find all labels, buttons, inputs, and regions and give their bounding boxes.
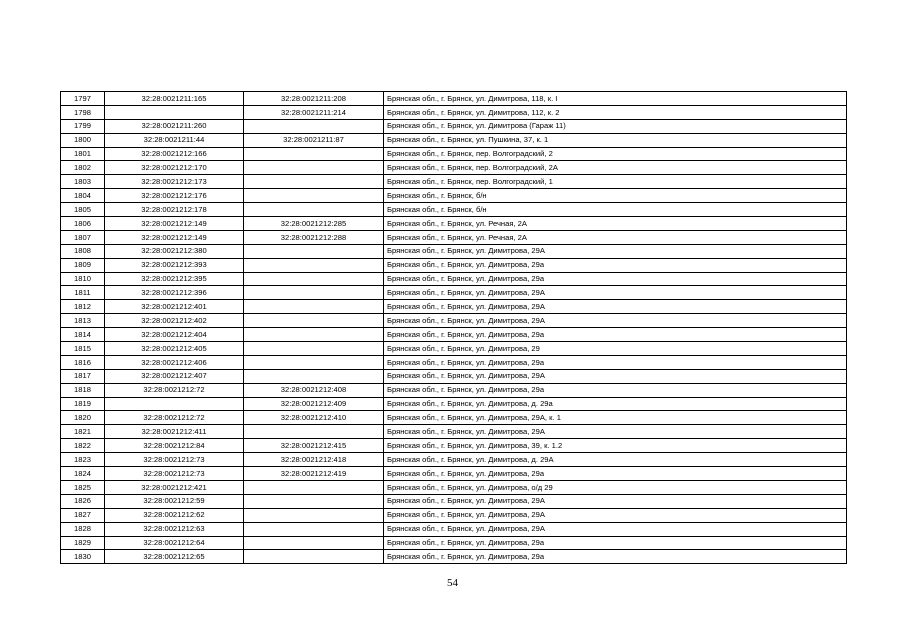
address-cell: Брянская обл., г. Брянск, ул. Димитрова, 29а — [384, 328, 847, 342]
address-cell: Брянская обл., г. Брянск, ул. Димитрова, 29а — [384, 272, 847, 286]
row-number-cell: 1829 — [61, 536, 105, 550]
related-cadastral-number-cell: 32:28:0021212:410 — [244, 411, 384, 425]
cadastral-number-cell: 32:28:0021212:72 — [105, 383, 244, 397]
cadastral-number-cell: 32:28:0021212:404 — [105, 328, 244, 342]
table-row — [61, 383, 847, 397]
table-row — [61, 397, 847, 411]
table-row — [61, 147, 847, 161]
row-number-cell: 1807 — [61, 230, 105, 244]
table-row — [61, 508, 847, 522]
related-cadastral-number-cell — [244, 286, 384, 300]
row-number-cell: 1814 — [61, 328, 105, 342]
related-cadastral-number-cell — [244, 494, 384, 508]
address-cell: Брянская обл., г. Брянск, ул. Пушкина, 37, к. 1 — [384, 133, 847, 147]
cadastral-number-cell: 32:28:0021212:72 — [105, 411, 244, 425]
address-cell: Брянская обл., г. Брянск, ул. Димитрова, 112, к. 2 — [384, 105, 847, 119]
related-cadastral-number-cell — [244, 355, 384, 369]
cadastral-number-cell: 32:28:0021212:63 — [105, 522, 244, 536]
related-cadastral-number-cell — [244, 425, 384, 439]
table-row — [61, 328, 847, 342]
cadastral-number-cell: 32:28:0021212:173 — [105, 175, 244, 189]
address-cell: Брянская обл., г. Брянск, ул. Димитрова, д. 29А — [384, 453, 847, 467]
related-cadastral-number-cell — [244, 189, 384, 203]
related-cadastral-number-cell — [244, 536, 384, 550]
table-row — [61, 119, 847, 133]
address-cell: Брянская обл., г. Брянск, ул. Димитрова, 29а — [384, 383, 847, 397]
address-cell: Брянская обл., г. Брянск, ул. Димитрова, 29а — [384, 258, 847, 272]
related-cadastral-number-cell — [244, 480, 384, 494]
table-row — [61, 480, 847, 494]
address-cell: Брянская обл., г. Брянск, ул. Димитрова, 29а — [384, 355, 847, 369]
cadastral-number-cell: 32:28:0021212:396 — [105, 286, 244, 300]
related-cadastral-number-cell — [244, 161, 384, 175]
related-cadastral-number-cell — [244, 175, 384, 189]
cadastral-registry-table — [60, 91, 847, 564]
row-number-cell: 1804 — [61, 189, 105, 203]
table-row — [61, 230, 847, 244]
cadastral-number-cell: 32:28:0021211:165 — [105, 92, 244, 106]
cadastral-number-cell: 32:28:0021211:260 — [105, 119, 244, 133]
related-cadastral-number-cell — [244, 300, 384, 314]
cadastral-number-cell: 32:28:0021212:73 — [105, 453, 244, 467]
related-cadastral-number-cell — [244, 522, 384, 536]
address-cell: Брянская обл., г. Брянск, пер. Волгоградский, 2А — [384, 161, 847, 175]
table-row — [61, 161, 847, 175]
cadastral-number-cell: 32:28:0021212:149 — [105, 230, 244, 244]
cadastral-number-cell: 32:28:0021212:149 — [105, 217, 244, 231]
table-row — [61, 133, 847, 147]
row-number-cell: 1810 — [61, 272, 105, 286]
row-number-cell: 1816 — [61, 355, 105, 369]
cadastral-number-cell — [105, 397, 244, 411]
cadastral-number-cell: 32:28:0021212:166 — [105, 147, 244, 161]
address-cell: Брянская обл., г. Брянск, ул. Димитрова, 29А — [384, 494, 847, 508]
row-number-cell: 1802 — [61, 161, 105, 175]
table-row — [61, 272, 847, 286]
row-number-cell: 1812 — [61, 300, 105, 314]
related-cadastral-number-cell: 32:28:0021212:418 — [244, 453, 384, 467]
row-number-cell: 1822 — [61, 439, 105, 453]
cadastral-number-cell: 32:28:0021212:405 — [105, 342, 244, 356]
table-row — [61, 411, 847, 425]
row-number-cell: 1811 — [61, 286, 105, 300]
address-cell: Брянская обл., г. Брянск, ул. Димитрова, 29А — [384, 369, 847, 383]
cadastral-number-cell: 32:28:0021212:393 — [105, 258, 244, 272]
table-row — [61, 494, 847, 508]
address-cell: Брянская обл., г. Брянск, ул. Димитрова, 29А — [384, 314, 847, 328]
table-row — [61, 355, 847, 369]
row-number-cell: 1828 — [61, 522, 105, 536]
address-cell: Брянская обл., г. Брянск, ул. Речная, 2А — [384, 230, 847, 244]
cadastral-number-cell: 32:28:0021212:395 — [105, 272, 244, 286]
row-number-cell: 1815 — [61, 342, 105, 356]
row-number-cell: 1830 — [61, 550, 105, 564]
row-number-cell: 1824 — [61, 467, 105, 481]
address-cell: Брянская обл., г. Брянск, ул. Речная, 2А — [384, 217, 847, 231]
table-row — [61, 217, 847, 231]
cadastral-number-cell: 32:28:0021212:59 — [105, 494, 244, 508]
address-cell: Брянская обл., г. Брянск, ул. Димитрова, 29а — [384, 467, 847, 481]
row-number-cell: 1809 — [61, 258, 105, 272]
address-cell: Брянская обл., г. Брянск, ул. Димитрова, 29А — [384, 244, 847, 258]
cadastral-number-cell: 32:28:0021211:44 — [105, 133, 244, 147]
related-cadastral-number-cell — [244, 508, 384, 522]
table-row — [61, 453, 847, 467]
address-cell: Брянская обл., г. Брянск, ул. Димитрова, 29А — [384, 522, 847, 536]
row-number-cell: 1823 — [61, 453, 105, 467]
address-cell: Брянская обл., г. Брянск, ул. Димитрова (Гараж 11) — [384, 119, 847, 133]
cadastral-number-cell: 32:28:0021212:84 — [105, 439, 244, 453]
table-row — [61, 105, 847, 119]
related-cadastral-number-cell: 32:28:0021212:285 — [244, 217, 384, 231]
cadastral-number-cell: 32:28:0021212:62 — [105, 508, 244, 522]
address-cell: Брянская обл., г. Брянск, ул. Димитрова, о/д 29 — [384, 480, 847, 494]
cadastral-number-cell: 32:28:0021212:411 — [105, 425, 244, 439]
table-row — [61, 425, 847, 439]
related-cadastral-number-cell: 32:28:0021212:415 — [244, 439, 384, 453]
cadastral-number-cell: 32:28:0021212:407 — [105, 369, 244, 383]
related-cadastral-number-cell: 32:28:0021212:419 — [244, 467, 384, 481]
row-number-cell: 1825 — [61, 480, 105, 494]
related-cadastral-number-cell: 32:28:0021211:87 — [244, 133, 384, 147]
table-row — [61, 536, 847, 550]
row-number-cell: 1799 — [61, 119, 105, 133]
table-row — [61, 258, 847, 272]
cadastral-number-cell: 32:28:0021212:380 — [105, 244, 244, 258]
row-number-cell: 1826 — [61, 494, 105, 508]
table-row — [61, 314, 847, 328]
cadastral-number-cell: 32:28:0021212:65 — [105, 550, 244, 564]
row-number-cell: 1817 — [61, 369, 105, 383]
cadastral-number-cell: 32:28:0021212:421 — [105, 480, 244, 494]
cadastral-number-cell: 32:28:0021212:64 — [105, 536, 244, 550]
related-cadastral-number-cell — [244, 314, 384, 328]
address-cell: Брянская обл., г. Брянск, ул. Димитрова, 29а — [384, 536, 847, 550]
cadastral-number-cell: 32:28:0021212:402 — [105, 314, 244, 328]
row-number-cell: 1819 — [61, 397, 105, 411]
table-row — [61, 300, 847, 314]
cadastral-number-cell — [105, 105, 244, 119]
related-cadastral-number-cell — [244, 147, 384, 161]
row-number-cell: 1827 — [61, 508, 105, 522]
related-cadastral-number-cell: 32:28:0021211:214 — [244, 105, 384, 119]
cadastral-number-cell: 32:28:0021212:178 — [105, 203, 244, 217]
related-cadastral-number-cell — [244, 342, 384, 356]
cadastral-number-cell: 32:28:0021212:401 — [105, 300, 244, 314]
row-number-cell: 1801 — [61, 147, 105, 161]
related-cadastral-number-cell: 32:28:0021212:408 — [244, 383, 384, 397]
row-number-cell: 1798 — [61, 105, 105, 119]
table-row — [61, 92, 847, 106]
registry-table-body — [61, 92, 847, 564]
row-number-cell: 1820 — [61, 411, 105, 425]
row-number-cell: 1808 — [61, 244, 105, 258]
related-cadastral-number-cell — [244, 272, 384, 286]
address-cell: Брянская обл., г. Брянск, ул. Димитрова, 29А — [384, 508, 847, 522]
row-number-cell: 1818 — [61, 383, 105, 397]
table-row — [61, 244, 847, 258]
table-row — [61, 467, 847, 481]
address-cell: Брянская обл., г. Брянск, ул. Димитрова, 29А — [384, 300, 847, 314]
address-cell: Брянская обл., г. Брянск, пер. Волгоградский, 1 — [384, 175, 847, 189]
table-row — [61, 203, 847, 217]
table-row — [61, 439, 847, 453]
cadastral-number-cell: 32:28:0021212:406 — [105, 355, 244, 369]
row-number-cell: 1803 — [61, 175, 105, 189]
related-cadastral-number-cell — [244, 244, 384, 258]
related-cadastral-number-cell — [244, 203, 384, 217]
table-row — [61, 286, 847, 300]
related-cadastral-number-cell — [244, 328, 384, 342]
address-cell: Брянская обл., г. Брянск, ул. Димитрова, д. 29а — [384, 397, 847, 411]
address-cell: Брянская обл., г. Брянск, пер. Волгоградский, 2 — [384, 147, 847, 161]
row-number-cell: 1805 — [61, 203, 105, 217]
table-row — [61, 189, 847, 203]
address-cell: Брянская обл., г. Брянск, ул. Димитрова, 29А, к. 1 — [384, 411, 847, 425]
address-cell: Брянская обл., г. Брянск, ул. Димитрова, 29А — [384, 425, 847, 439]
table-row — [61, 522, 847, 536]
table-row — [61, 550, 847, 564]
table-row — [61, 369, 847, 383]
row-number-cell: 1813 — [61, 314, 105, 328]
address-cell: Брянская обл., г. Брянск, ул. Димитрова, 29а — [384, 550, 847, 564]
table-row — [61, 175, 847, 189]
related-cadastral-number-cell — [244, 550, 384, 564]
cadastral-number-cell: 32:28:0021212:170 — [105, 161, 244, 175]
address-cell: Брянская обл., г. Брянск, ул. Димитрова, 39, к. 1.2 — [384, 439, 847, 453]
table-row — [61, 342, 847, 356]
related-cadastral-number-cell: 32:28:0021212:288 — [244, 230, 384, 244]
row-number-cell: 1800 — [61, 133, 105, 147]
cadastral-number-cell: 32:28:0021212:176 — [105, 189, 244, 203]
address-cell: Брянская обл., г. Брянск, ул. Димитрова, 29 — [384, 342, 847, 356]
related-cadastral-number-cell: 32:28:0021212:409 — [244, 397, 384, 411]
row-number-cell: 1797 — [61, 92, 105, 106]
address-cell: Брянская обл., г. Брянск, ул. Димитрова, 118, к. I — [384, 92, 847, 106]
cadastral-number-cell: 32:28:0021212:73 — [105, 467, 244, 481]
address-cell: Брянская обл., г. Брянск, б/н — [384, 203, 847, 217]
row-number-cell: 1821 — [61, 425, 105, 439]
page-number: 54 — [447, 577, 458, 589]
address-cell: Брянская обл., г. Брянск, ул. Димитрова, 29А — [384, 286, 847, 300]
row-number-cell: 1806 — [61, 217, 105, 231]
address-cell: Брянская обл., г. Брянск, б/н — [384, 189, 847, 203]
related-cadastral-number-cell — [244, 119, 384, 133]
related-cadastral-number-cell — [244, 369, 384, 383]
related-cadastral-number-cell: 32:28:0021211:208 — [244, 92, 384, 106]
related-cadastral-number-cell — [244, 258, 384, 272]
